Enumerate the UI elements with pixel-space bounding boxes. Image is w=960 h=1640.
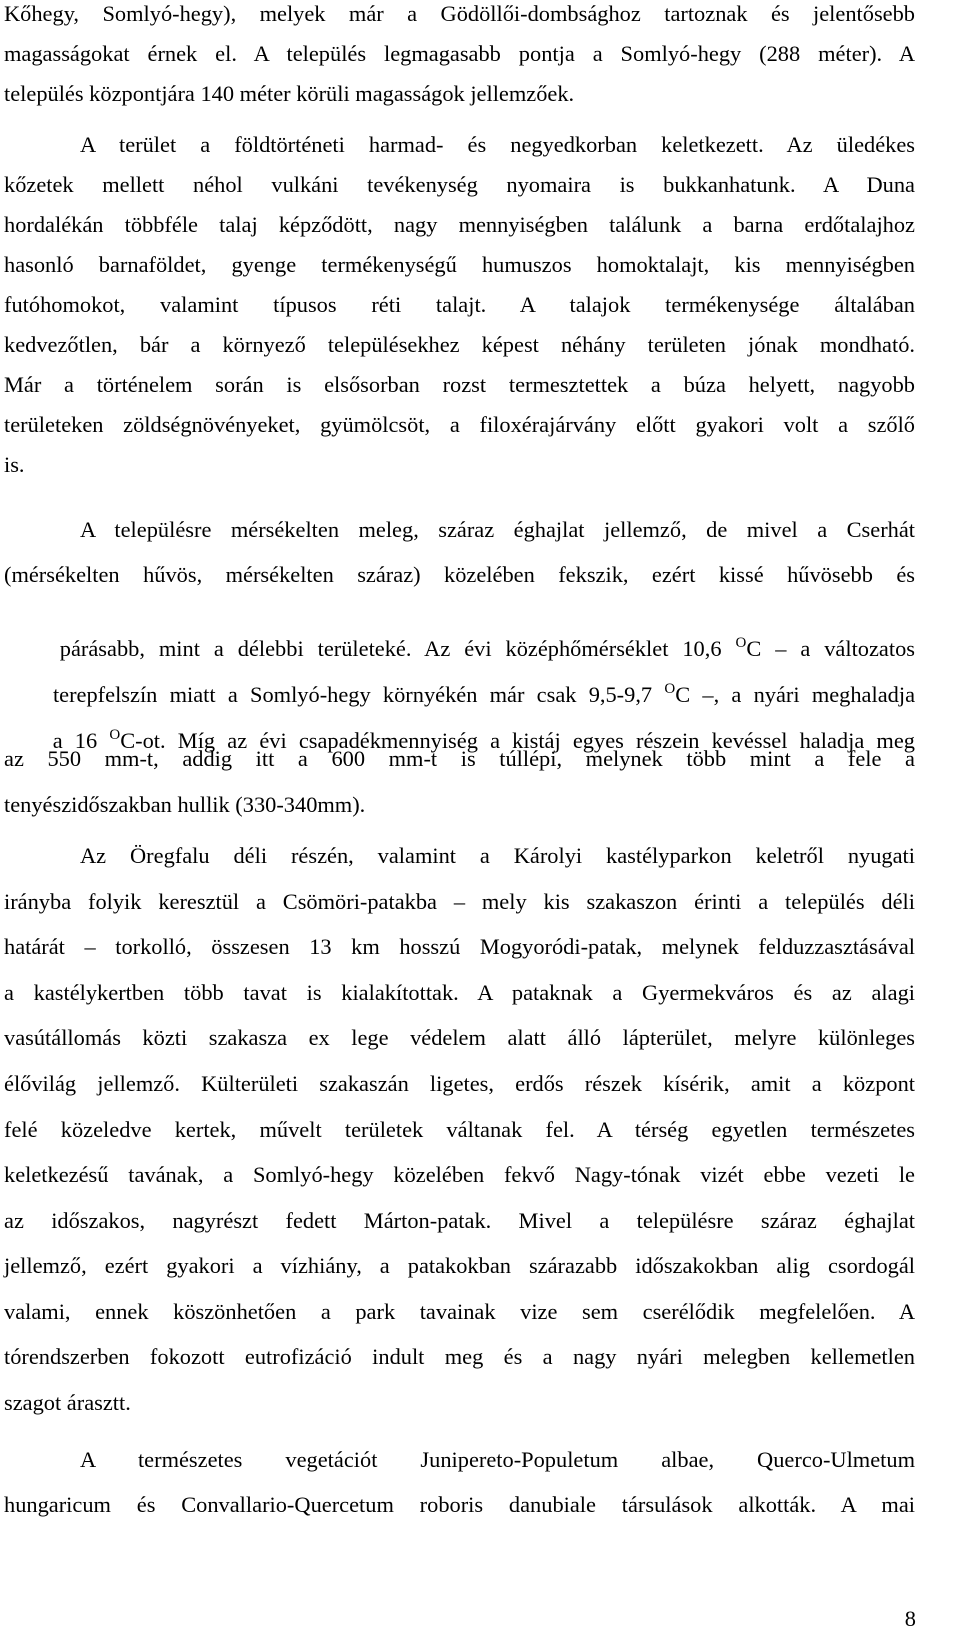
text-line: határát – torkolló, összesen 13 km hosszú Mogyoródi-patak, melynek felduzzasztásával [4, 934, 915, 959]
text-line: élővilág jellemző. Külterületi szakaszán ligetes, erdős részek kísérik, amit a központ [4, 1071, 915, 1096]
text-line: A természetes vegetációt Junipereto-Populetum albae, Querco-Ulmetum [80, 1447, 915, 1472]
text-line: tórendszerben fokozott eutrofizáció indult meg és a nagy nyári melegben kellemetlen [4, 1344, 915, 1369]
text-segment: C –, a nyári meghaladja [675, 682, 916, 707]
text-line: (mérsékelten hűvös, mérsékelten száraz) közelében fekszik, ezért kissé hűvösebb és [4, 562, 915, 587]
text-line: kedvezőtlen, bár a környező településekhez képest néhány területen jónak mondható. [4, 332, 915, 357]
text-line: hungaricum és Convallario-Quercetum roboris danubiale társulások alkották. A mai [4, 1492, 915, 1517]
text-line: Már a történelem során is elsősorban rozst termesztettek a búza helyett, nagyobb [4, 372, 915, 397]
text-line: valami, ennek köszönhetően a park tavainak vize sem cserélődik megfelelően. A [4, 1299, 915, 1324]
text-line: jellemző, ezért gyakori a vízhiány, a patakokban szárazabb időszakokban alig csordogál [4, 1253, 915, 1278]
text-line: hordalékán többféle talaj képződött, nagy mennyiségben találunk a barna erdőtalajhoz [4, 212, 915, 237]
text-segment: terepfelszín miatt a Somlyó-hegy környékén már csak 9,5-9,7 [52, 682, 665, 707]
text-line: kőzetek mellett néhol vulkáni tevékenység nyomaira is bukkanhatunk. A Duna [4, 172, 915, 197]
text-line: Kőhegy, Somlyó-hegy), melyek már a Gödöllői-dombsághoz tartoznak és jelentősebb [4, 1, 915, 26]
page-number: 8 [904, 1606, 916, 1631]
text-line: futóhomokot, valamint típusos réti talajt. A talajok termékenysége általában [4, 292, 915, 317]
text-line: felé közeledve kertek, művelt területek váltanak fel. A térség egyetlen természetes [4, 1117, 915, 1142]
degree-superscript: O [735, 635, 747, 651]
text-line: irányba folyik keresztül a Csömöri-patakba – mely kis szakaszon érinti a település déli [4, 889, 915, 914]
text-line: keletkezésű tavának, a Somlyó-hegy közelében fekvő Nagy-tónak vizét ebbe vezeti le [4, 1162, 915, 1187]
text-line: település központjára 140 méter körüli magasságok jellemzőek. [4, 81, 575, 106]
text-segment: C-ot. Míg az évi csapadékmennyiség a kistáj egyes részein kevéssel haladja meg [120, 728, 915, 753]
text-line: Az Öregfalu déli részén, valamint a Károlyi kastélyparkon keletről nyugati [80, 843, 915, 868]
text-line: az 550 mm-t, addig itt a 600 mm-t is túllépi, melynek több mint a fele a [4, 746, 915, 771]
degree-superscript: O [109, 727, 121, 743]
text-line: is. [4, 452, 25, 477]
text-line: az időszakos, nagyrészt fedett Márton-patak. Mivel a településre száraz éghajlat [4, 1208, 915, 1233]
text-line: hasonló barnaföldet, gyenge termékenységű humuszos homoktalajt, kis mennyiségben [4, 252, 915, 277]
text-line: vasútállomás közti szakasza ex lege védelem alatt álló lápterület, melyre különleges [4, 1025, 915, 1050]
text-line: területeken zöldségnövényeket, gyümölcsöt, a filoxérajárvány előtt gyakori volt a szőlő [4, 412, 915, 437]
text-line: A terület a földtörténeti harmad- és negyedkorban keletkezett. Az üledékes [80, 132, 915, 157]
text-segment: C – a változatos [746, 636, 915, 661]
text-line: tenyészidőszakban hullik (330-340mm). [4, 792, 366, 817]
text-segment: párásabb, mint a délebbi területeké. Az évi középhőmérséklet 10,6 [59, 636, 736, 661]
text-line: szagot árasztt. [4, 1390, 131, 1415]
text-segment: a 16 [52, 728, 110, 753]
text-line: A településre mérsékelten meleg, száraz éghajlat jellemző, de mivel a Cserhát [80, 517, 915, 542]
text-line: a kastélykertben több tavat is kialakítottak. A pataknak a Gyermekváros és az alagi [4, 980, 915, 1005]
text-line: magasságokat érnek el. A település legmagasabb pontja a Somlyó-hegy (288 méter). A [4, 41, 915, 66]
degree-superscript: O [664, 681, 676, 697]
